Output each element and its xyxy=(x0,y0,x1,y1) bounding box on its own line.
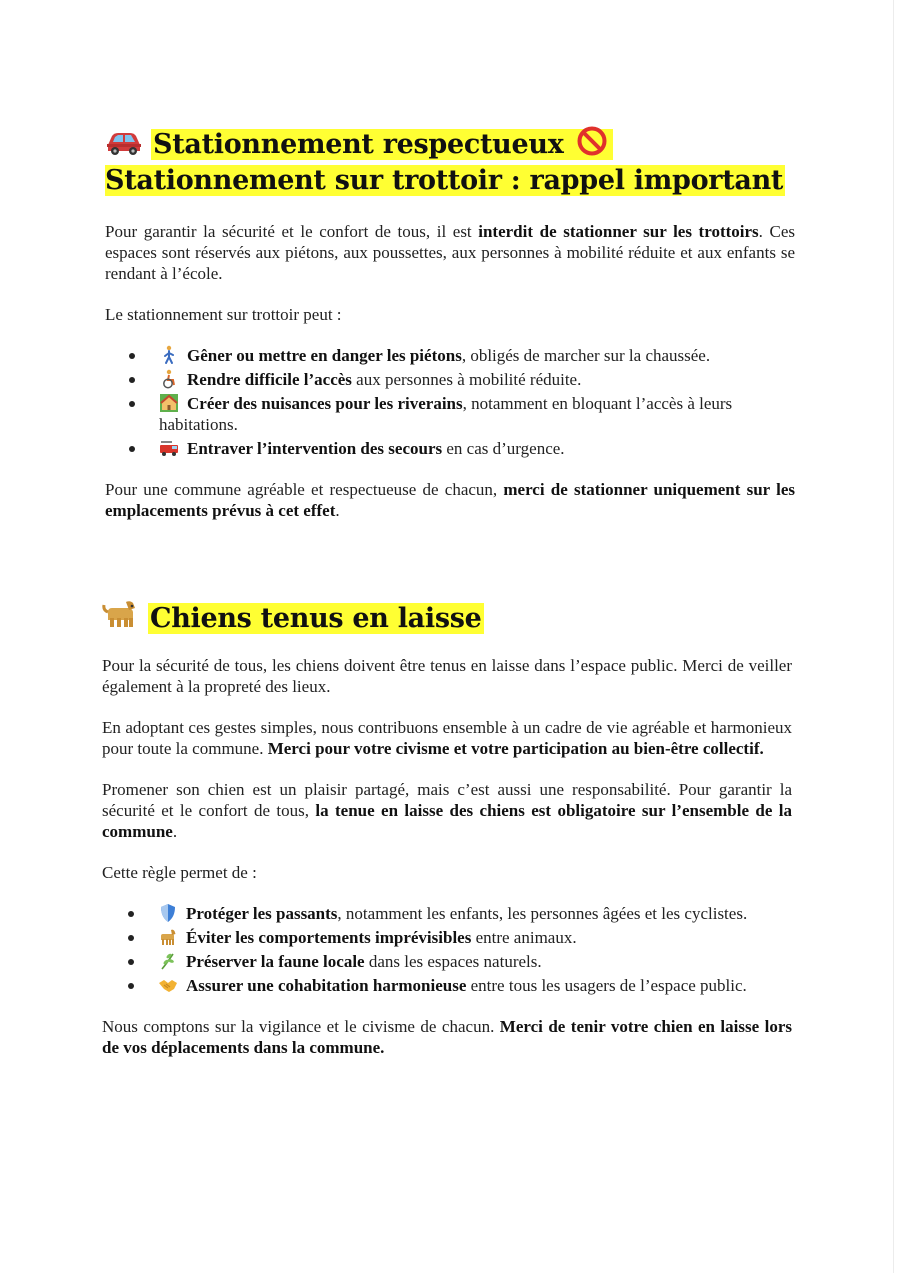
fire-engine-icon xyxy=(159,438,179,458)
parking-list xyxy=(103,345,795,459)
dogs-p2: En adoptant ces gestes simples, nous contribuons ensemble à un cadre de vie agréable et harmonieux pour toute la commune. Merci pour votre civisme et votre participation au bien-être collectif. xyxy=(102,718,792,758)
dogs-closing: Nous comptons sur la vigilance et le civisme de chacun. Merci de tenir votre chien en laisse lors de vos déplacements dans la commune. xyxy=(102,1017,793,1057)
parking-closing: Pour une commune agréable et respectueuse de chacun, merci de stationner uniquement sur les emplacements prévus à cet effet. xyxy=(105,480,795,520)
dog-icon xyxy=(158,927,178,947)
list-item: Rendre difficile l’accès aux personnes à mobilité réduite. xyxy=(103,369,795,390)
wheelchair-icon xyxy=(159,369,179,389)
parking-title-part1: Stationnement respectueux xyxy=(153,129,564,160)
dogs-p3: Promener son chien est un plaisir partagé, mais c’est aussi une responsabilité. Pour garantir la sécurité et le confort de tous, la tenue en laisse des chiens est obligatoire sur l’ensemble de la commune. xyxy=(102,780,792,841)
list-item: Créer des nuisances pour les riverains, notamment en bloquant l’accès à leurs habitations. xyxy=(103,393,795,435)
list-item: Gêner ou mettre en danger les piétons, obligés de marcher sur la chaussée. xyxy=(103,345,795,366)
dogs-p1: Pour la sécurité de tous, les chiens doivent être tenus en laisse dans l’espace public. Merci de veiller également à la propreté des lieux. xyxy=(102,656,792,696)
section-parking xyxy=(105,126,795,521)
list-item: Éviter les comportements imprévisibles entre animaux. xyxy=(102,927,792,948)
parking-heading xyxy=(105,126,795,199)
handshake-icon xyxy=(158,975,178,995)
list-item: Protéger les passants, notamment les enfants, les personnes âgées et les cyclistes. xyxy=(102,903,792,924)
dog-icon xyxy=(102,598,140,630)
list-item: Entraver l’intervention des secours en cas d’urgence. xyxy=(103,438,795,459)
prohibited-icon xyxy=(577,126,607,156)
page-edge xyxy=(893,0,894,1273)
list-item: Assurer une cohabitation harmonieuse entre tous les usagers de l’espace public. xyxy=(102,975,792,996)
dogs-heading xyxy=(102,598,792,637)
car-icon xyxy=(105,130,143,156)
list-item: Préserver la faune locale dans les espaces naturels. xyxy=(102,951,792,972)
dogs-lead: Cette règle permet de : xyxy=(102,863,257,882)
dogs-title: Chiens tenus en laisse xyxy=(150,603,482,634)
shield-icon xyxy=(158,903,178,923)
parking-intro: Pour garantir la sécurité et le confort de tous, il est interdit de stationner sur les trottoirs. Ces espaces sont réservés aux piétons, aux poussettes, aux personnes à mobilité réduite et aux enfants se rendant à l’école. xyxy=(105,222,796,283)
houses-icon xyxy=(159,393,179,413)
herb-icon xyxy=(158,951,178,971)
parking-title-part2: Stationnement sur trottoir : rappel important xyxy=(105,165,784,196)
parking-lead: Le stationnement sur trottoir peut : xyxy=(105,305,342,324)
dogs-list xyxy=(102,903,792,996)
section-dogs xyxy=(102,598,792,1058)
pedestrian-icon xyxy=(159,345,179,365)
